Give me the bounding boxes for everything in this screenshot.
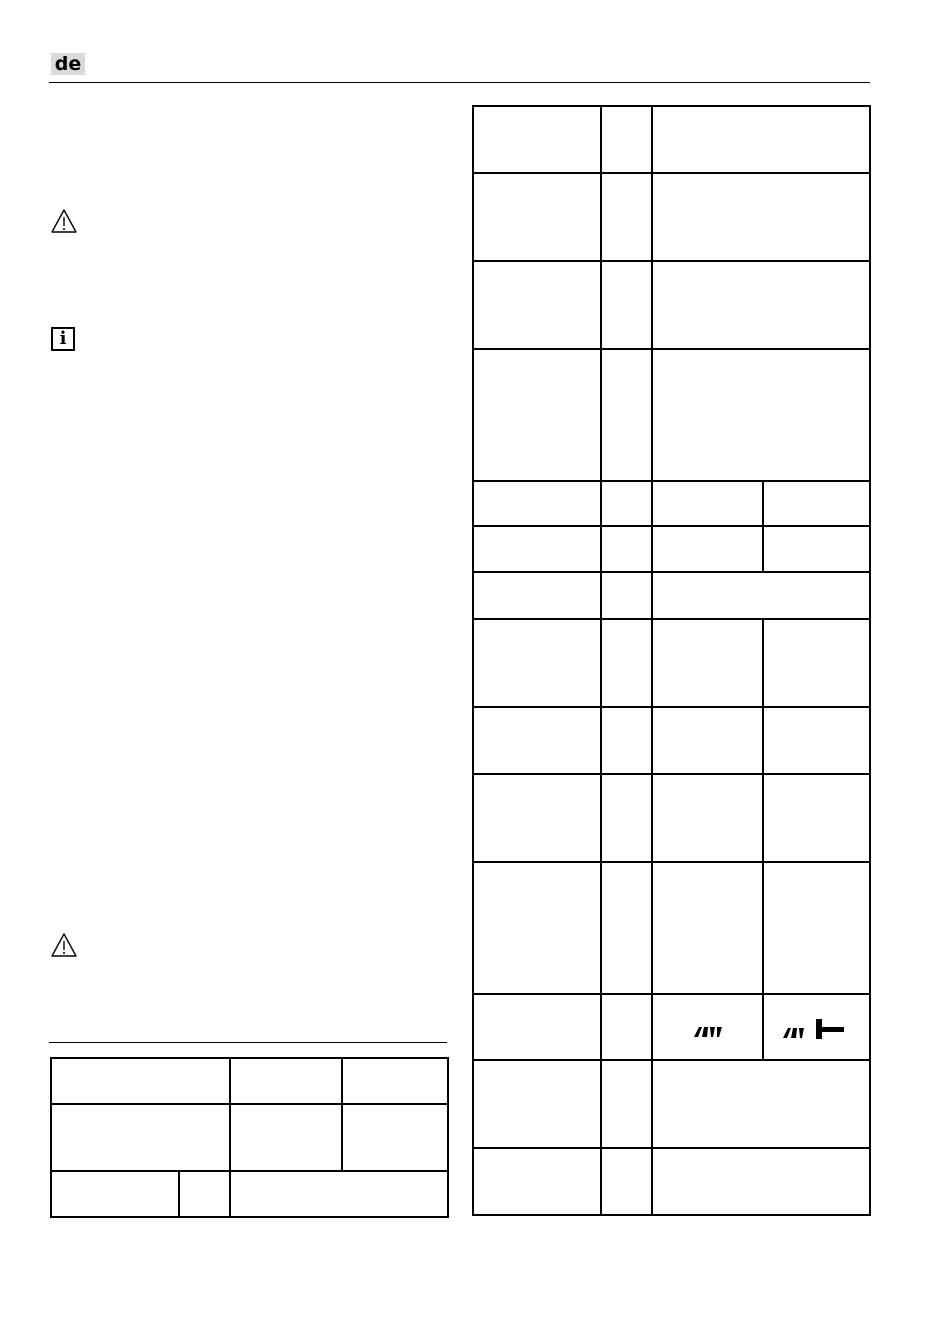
header-divider (49, 82, 870, 83)
table-row (473, 526, 870, 572)
table-cell (51, 1058, 230, 1104)
table-cell (473, 526, 601, 572)
table-cell (652, 481, 763, 526)
table-row (473, 572, 870, 619)
table-cell (473, 572, 601, 619)
table-cell (763, 774, 870, 862)
table-row (473, 774, 870, 862)
table-cell (473, 1060, 601, 1148)
table-cell (230, 1104, 342, 1171)
table-cell (601, 106, 652, 173)
table-cell (179, 1171, 230, 1217)
warning-triangle-icon (50, 208, 78, 234)
table-cell (763, 862, 870, 994)
table-cell (230, 1171, 448, 1217)
table-cell (763, 481, 870, 526)
table-cell (473, 349, 601, 481)
table-row (473, 349, 870, 481)
table-cell (763, 994, 870, 1060)
table-cell (51, 1104, 230, 1171)
table-cell (601, 774, 652, 862)
table-cell (652, 1148, 870, 1215)
table-cell (763, 619, 870, 707)
table-cell (230, 1058, 342, 1104)
table-cell (473, 481, 601, 526)
technical-data-table (472, 105, 871, 1216)
information-icon (51, 327, 75, 351)
table-cell (601, 481, 652, 526)
table-row (473, 1060, 870, 1148)
table-cell (652, 1060, 870, 1148)
table-cell (763, 526, 870, 572)
table-cell (652, 106, 870, 173)
table-cell (473, 862, 601, 994)
table-cell (652, 862, 763, 994)
table-cell (601, 261, 652, 349)
table-cell (342, 1104, 448, 1171)
table-cell (51, 1171, 179, 1217)
table-row (51, 1171, 448, 1217)
table-row (473, 994, 870, 1060)
table-cell (601, 526, 652, 572)
table-cell (473, 173, 601, 261)
table-cell (652, 261, 870, 349)
table-cell (652, 349, 870, 481)
warning-triangle-icon (50, 932, 78, 958)
table-cell (601, 619, 652, 707)
table-row (473, 862, 870, 994)
hammer-drilling-icon (780, 1016, 848, 1042)
table-row (51, 1104, 448, 1171)
table-cell (652, 572, 870, 619)
table-cell (342, 1058, 448, 1104)
table-cell (473, 106, 601, 173)
table-cell (473, 261, 601, 349)
table-cell (652, 707, 763, 774)
table-cell (473, 619, 601, 707)
table-row (51, 1058, 448, 1104)
table-cell (601, 572, 652, 619)
table-row (473, 1148, 870, 1215)
table-row (473, 173, 870, 261)
table-cell (652, 526, 763, 572)
table-cell (601, 173, 652, 261)
table-cell (473, 707, 601, 774)
table-cell (652, 774, 763, 862)
table-cell (601, 1060, 652, 1148)
table-row (473, 261, 870, 349)
table-cell (601, 1148, 652, 1215)
table-cell (763, 707, 870, 774)
table-cell (473, 774, 601, 862)
table-row (473, 106, 870, 173)
info-glyph: i (59, 328, 67, 349)
table-cell (601, 349, 652, 481)
table-cell (601, 862, 652, 994)
table-cell (652, 173, 870, 261)
table-cell (652, 994, 763, 1060)
table-row (473, 619, 870, 707)
table-cell (601, 994, 652, 1060)
drilling-icon (691, 1023, 725, 1039)
table-cell (473, 1148, 601, 1215)
table-row (473, 707, 870, 774)
table-cell (601, 707, 652, 774)
language-badge: de (51, 53, 85, 75)
section-divider (49, 1042, 447, 1043)
table-row (473, 481, 870, 526)
noise-data-table (50, 1057, 449, 1218)
table-cell (473, 994, 601, 1060)
table-cell (652, 619, 763, 707)
